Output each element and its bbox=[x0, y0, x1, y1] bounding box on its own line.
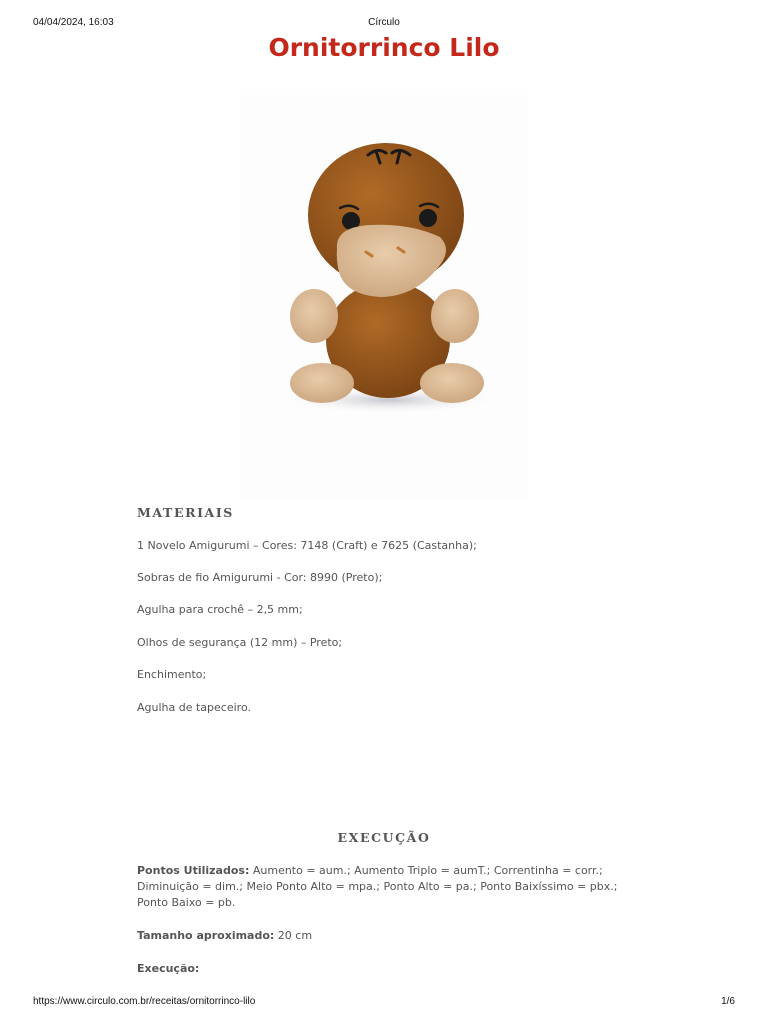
stitches-label: Pontos Utilizados: bbox=[137, 864, 250, 877]
right-foot bbox=[420, 363, 484, 403]
material-item: Enchimento; bbox=[137, 668, 207, 681]
stitches-text: Aumento = aum.; Aumento Triplo = aumT.; Correntinha = corr.; Diminuição = dim.; Meio Ponto Alto = mpa.; Ponto Alto = pa.; Ponto Baixíssimo = pbx.; Ponto Baixo = pb. bbox=[137, 864, 618, 909]
size-value: 20 cm bbox=[274, 929, 313, 942]
right-arm bbox=[431, 289, 479, 343]
page-number: 1/6 bbox=[721, 996, 735, 1007]
material-item: Sobras de fio Amigurumi - Cor: 8990 (Preto); bbox=[137, 571, 383, 584]
materials-heading: MATERIAIS bbox=[137, 505, 234, 520]
execution-heading: EXECUÇÃO bbox=[337, 830, 431, 845]
beak bbox=[337, 225, 446, 297]
print-site-name: Círculo bbox=[368, 17, 400, 28]
print-url: https://www.circulo.com.br/receitas/ornitorrinco-lilo bbox=[33, 996, 256, 1007]
stitches-paragraph bbox=[137, 863, 637, 911]
size-paragraph bbox=[137, 928, 637, 944]
left-arm bbox=[290, 289, 338, 343]
platypus-amigurumi-illustration bbox=[240, 95, 528, 500]
size-label: Tamanho aproximado: bbox=[137, 929, 275, 942]
material-item: Agulha de tapeceiro. bbox=[137, 701, 251, 714]
execution-label: Execução: bbox=[137, 962, 200, 975]
page-title: Ornitorrinco Lilo bbox=[268, 33, 500, 62]
execution-paragraph bbox=[137, 961, 637, 977]
product-photo bbox=[240, 95, 528, 500]
material-item: Agulha para crochê – 2,5 mm; bbox=[137, 603, 303, 616]
material-item: 1 Novelo Amigurumi – Cores: 7148 (Craft) e 7625 (Castanha); bbox=[137, 539, 477, 552]
print-header bbox=[33, 17, 735, 29]
print-datetime: 04/04/2024, 16:03 bbox=[33, 17, 114, 28]
left-foot bbox=[290, 363, 354, 403]
material-item: Olhos de segurança (12 mm) – Preto; bbox=[137, 636, 343, 649]
print-footer bbox=[33, 996, 735, 1008]
right-eye bbox=[419, 209, 437, 227]
